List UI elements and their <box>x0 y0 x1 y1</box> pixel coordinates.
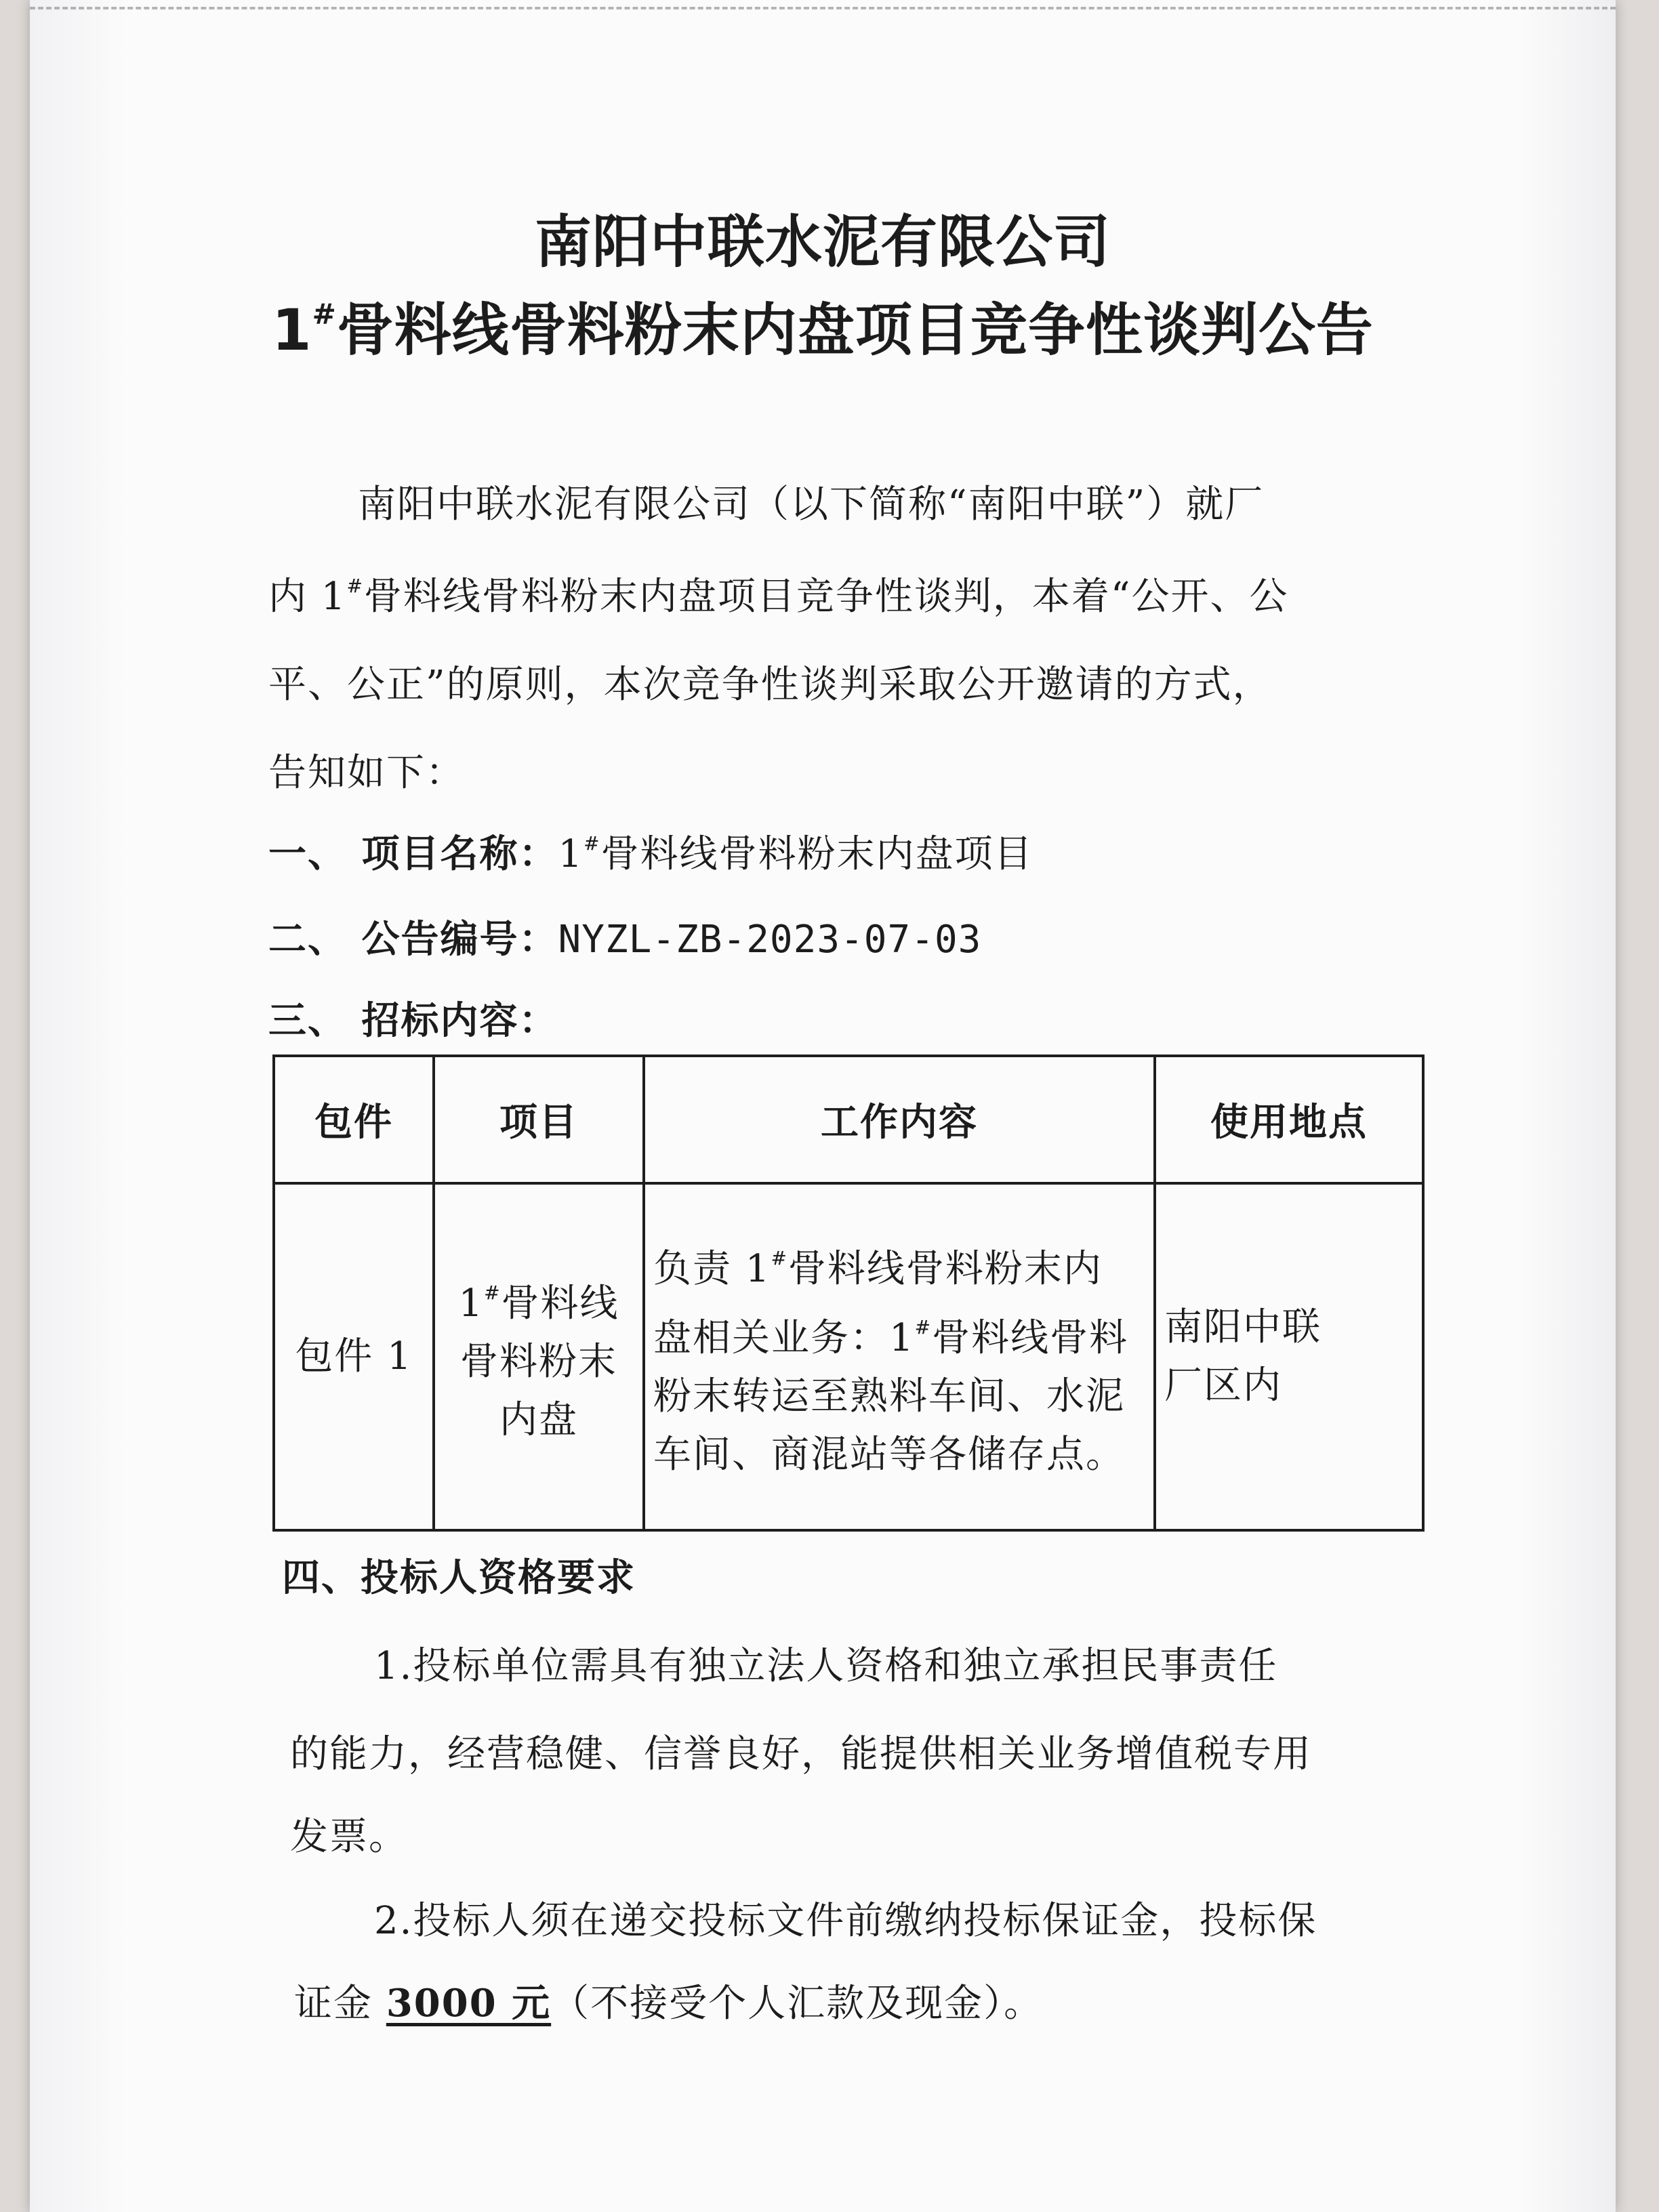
header-location: 使用地点 <box>1155 1056 1423 1183</box>
deposit-amount: 3000 元 <box>386 1981 552 2026</box>
intro-line-3: 平、公正”的原则，本次竞争性谈判采取公开邀请的方式， <box>268 663 1272 707</box>
cell-work-content: 负责 1#骨料线骨料粉末内 盘相关业务：1#骨料线骨料 粉末转运至熟料车间、水泥 车间、商混站等各储存点。 <box>644 1183 1155 1530</box>
tender-table <box>272 1054 1425 1532</box>
document-page <box>30 0 1616 2212</box>
intro-line-4: 告知如下： <box>268 751 465 795</box>
header-project: 项目 <box>434 1056 644 1183</box>
requirement-2-line-1: 2.投标人须在递交投标文件前缴纳投标保证金，投标保 <box>374 1899 1317 1943</box>
intro-line-1: 南阳中联水泥有限公司（以下简称“南阳中联”）就厂 <box>358 483 1265 527</box>
section-project-name: 一、 项目名称：1#骨料线骨料粉末内盘项目 <box>268 832 1033 876</box>
torn-top-edge <box>30 7 1616 9</box>
header-work-content: 工作内容 <box>644 1056 1155 1183</box>
table-row <box>274 1183 1423 1530</box>
title-company: 南阳中联水泥有限公司 <box>534 209 1111 275</box>
section-notice-number: 二、 公告编号：NYZL-ZB-2023-07-03 <box>268 918 982 962</box>
title-notice: 1#骨料线骨料粉末内盘项目竞争性谈判公告 <box>272 297 1374 363</box>
table-header-row <box>274 1056 1423 1183</box>
cell-project: 1#骨料线 骨料粉末 内盘 <box>434 1183 644 1530</box>
header-package: 包件 <box>274 1056 434 1183</box>
section-qualification: 四、投标人资格要求 <box>282 1556 636 1600</box>
section-tender-content: 三、 招标内容： <box>268 999 558 1043</box>
intro-line-2: 内 1#骨料线骨料粉末内盘项目竞争性谈判，本着“公开、公 <box>268 574 1289 619</box>
cell-package: 包件 1 <box>274 1183 434 1530</box>
requirement-1-line-1: 1.投标单位需具有独立法人资格和独立承担民事责任 <box>374 1644 1278 1688</box>
requirement-2-line-2: 证金 3000 元（不接受个人汇款及现金）。 <box>294 1981 1044 2026</box>
requirement-1-line-2: 的能力，经营稳健、信誉良好，能提供相关业务增值税专用 <box>290 1732 1312 1776</box>
cell-location: 南阳中联 厂区内 <box>1155 1183 1423 1530</box>
requirement-1-line-3: 发票。 <box>290 1815 408 1859</box>
